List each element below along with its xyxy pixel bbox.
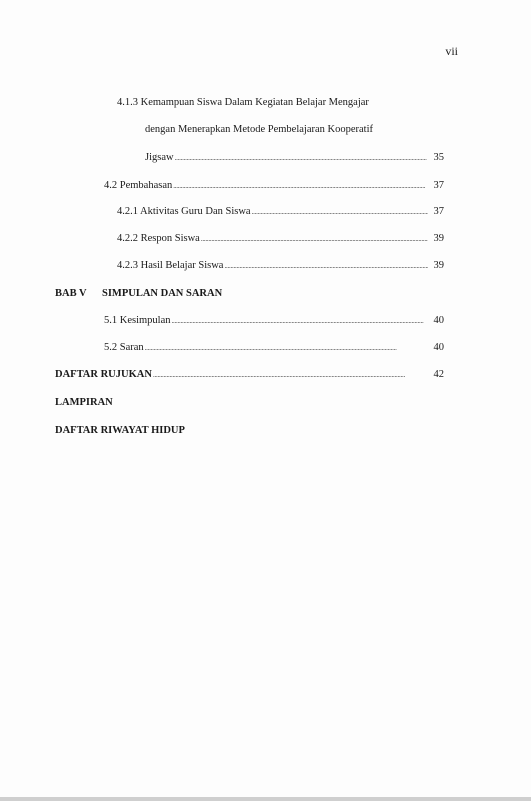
toc-entry-label: 4.2.1 Aktivitas Guru Dan Siswa <box>117 206 251 217</box>
toc-entry-label: 5.1 Kesimpulan <box>104 315 171 326</box>
dot-leader <box>252 205 428 219</box>
toc-page-number: 42 <box>433 369 444 380</box>
toc-page-number: 40 <box>433 315 444 326</box>
scan-bottom-edge <box>0 797 531 801</box>
toc-entry-daftar-riwayat-hidup[interactable]: DAFTAR RIWAYAT HIDUP <box>55 425 185 436</box>
toc-entry-4-1-3[interactable] <box>145 151 444 165</box>
chapter-number-bab-v: BAB V <box>55 288 87 299</box>
toc-page-number: 39 <box>433 260 444 271</box>
toc-entry-4-2-2[interactable] <box>117 232 444 246</box>
dot-leader <box>172 314 429 328</box>
toc-page-number: 37 <box>433 206 444 217</box>
toc-entry-5-1[interactable] <box>104 314 444 328</box>
toc-entry-5-2[interactable] <box>104 341 444 355</box>
toc-entry-4-2-3[interactable] <box>117 259 444 273</box>
chapter-title-bab-v[interactable]: SIMPULAN DAN SARAN <box>102 288 223 299</box>
dot-leader <box>201 232 428 246</box>
toc-entry-4-1-3-line2: dengan Menerapkan Metode Pembelajaran Kooperatif <box>145 124 373 135</box>
dot-leader <box>175 151 428 165</box>
toc-entry-label: DAFTAR RUJUKAN <box>55 369 152 380</box>
toc-entry-lampiran[interactable]: LAMPIRAN <box>55 397 113 408</box>
toc-entry-4-2[interactable] <box>104 179 444 193</box>
toc-entry-daftar-rujukan[interactable] <box>55 368 444 382</box>
toc-entry-label: 5.2 Saran <box>104 342 144 353</box>
toc-entry-label: 4.2 Pembahasan <box>104 180 173 191</box>
dot-leader <box>145 341 428 355</box>
toc-entry-label: 4.2.3 Hasil Belajar Siswa <box>117 260 224 271</box>
toc-page-number: 35 <box>433 152 444 163</box>
page-number: vii <box>445 44 458 58</box>
toc-page-number: 39 <box>433 233 444 244</box>
toc-entry-4-1-3-line1: 4.1.3 Kemampuan Siswa Dalam Kegiatan Belajar Mengajar <box>117 97 369 108</box>
toc-entry-4-1-3-line3: Jigsaw <box>145 152 174 163</box>
toc-page-number: 37 <box>433 180 444 191</box>
dot-leader <box>153 368 428 382</box>
dot-leader <box>224 259 428 273</box>
toc-entry-label: 4.2.2 Respon Siswa <box>117 233 200 244</box>
dot-leader <box>173 179 428 193</box>
toc-page-number: 40 <box>433 342 444 353</box>
toc-entry-4-2-1[interactable] <box>117 205 444 219</box>
